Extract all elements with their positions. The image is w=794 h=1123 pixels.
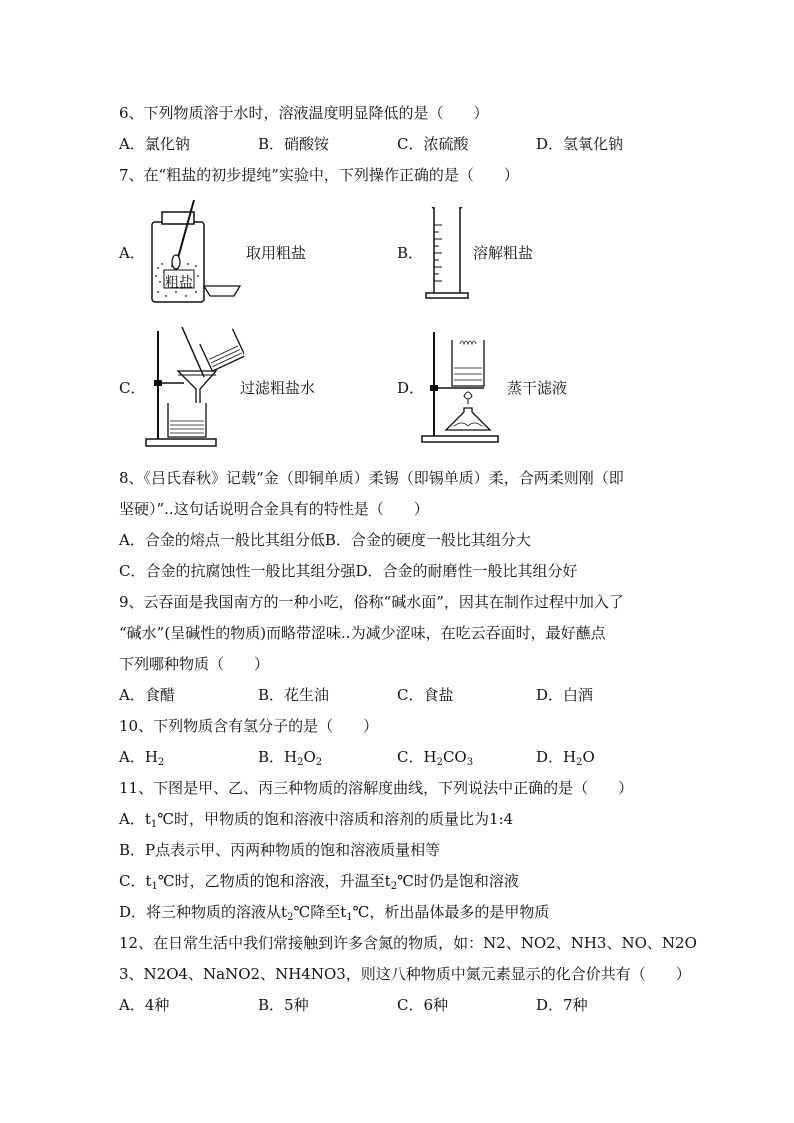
q6-stem: 6、下列物质溶于水时，溶液温度明显降低的是（ ） <box>119 104 489 122</box>
q8-options-cd: C．合金的抗腐蚀性一般比其组分强D．合金的耐磨性一般比其组分好 <box>119 562 578 580</box>
q6-option-b: B．硝酸铵 <box>258 135 330 153</box>
q6-option-a: A．氯化钠 <box>119 135 190 153</box>
q6-option-d: D．氢氧化钠 <box>536 135 624 153</box>
q11-option-d: D．将三种物质的溶液从$t_2℃$降至$t_1℃$，析出晶体最多的是甲物质 <box>119 903 550 923</box>
q9-stem-line-2: “碱水”(呈碱性的物质)而略带涩味..为减少涩味，在吃云吞面时，最好蘸点 <box>119 624 606 642</box>
q7-option-b-caption: 溶解粗盐 <box>473 244 534 262</box>
q10-option-a: A．$H_2$ <box>119 748 165 768</box>
filtration-apparatus-illustration <box>144 325 244 450</box>
q7-option-d-letter: D． <box>397 379 425 397</box>
q9-option-b: B．花生油 <box>258 686 330 704</box>
salt-jar-spoon-illustration <box>148 198 248 308</box>
q11-option-c: C．$t_1℃$时，乙物质的饱和溶液，升温至$t_2℃$时仍是饱和溶液 <box>119 872 519 892</box>
q7-option-a-letter: A． <box>119 244 145 262</box>
q10-option-b: B．$H_2O_2$ <box>258 748 323 768</box>
q7-option-b-letter: B． <box>397 244 424 262</box>
q8-stem-line-2: 坚硬）”..这句话说明合金具有的特性是（ ） <box>119 500 429 518</box>
q12-option-a: A．4种 <box>119 996 170 1014</box>
q12-option-c: C．6种 <box>397 996 449 1014</box>
q10-option-d: D．$H_2O$ <box>536 748 595 768</box>
evaporation-apparatus-illustration <box>420 330 505 445</box>
q9-stem-line-1: 9、云吞面是我国南方的一种小吃，俗称“碱水面”，因其在制作过程中加入了 <box>119 593 624 611</box>
q12-stem-line-2: 3、N2O4、NaNO2、NH4NO3，则这八种物质中氮元素显示的化合价共有（ ） <box>119 965 691 983</box>
salt-jar-label: 粗盐 <box>165 275 193 291</box>
q8-options-ab: A．合金的熔点一般比其组分低B．合金的硬度一般比其组分大 <box>119 531 531 549</box>
q10-stem: 10、下列物质含有氢分子的是（ ） <box>119 717 379 735</box>
q7-option-c-letter: C． <box>119 379 146 397</box>
q10-option-c: C．$H_2CO_3$ <box>397 748 474 768</box>
graduated-cylinder-illustration <box>422 205 472 300</box>
q7-option-d-caption: 蒸干滤液 <box>507 379 568 397</box>
q9-option-d: D．白酒 <box>536 686 594 704</box>
q9-option-a: A．食醋 <box>119 686 175 704</box>
q12-option-d: D．7种 <box>536 996 588 1014</box>
q11-stem: 11、下图是甲、乙、丙三种物质的溶解度曲线，下列说法中正确的是（ ） <box>119 779 634 797</box>
q12-option-b: B．5种 <box>258 996 309 1014</box>
q12-stem-line-1: 12、在日常生活中我们常接触到许多含氮的物质，如：N2、NO2、NH3、NO、N2O <box>119 934 697 952</box>
q11-option-b: B．P点表示甲、丙两种物质的饱和溶液质量相等 <box>119 841 441 859</box>
q9-stem-line-3: 下列哪种物质（ ） <box>119 655 270 673</box>
q6-option-c: C．浓硫酸 <box>397 135 469 153</box>
q11-option-a: A．$t_1℃$时，甲物质的饱和溶液中溶质和溶剂的质量比为1:4 <box>119 810 514 830</box>
q7-option-c-caption: 过滤粗盐水 <box>240 379 316 397</box>
q7-option-a-caption: 取用粗盐 <box>246 244 307 262</box>
q9-option-c: C．食盐 <box>397 686 454 704</box>
q8-stem-line-1: 8、《吕氏春秋》记载“金（即铜单质）柔锡（即锡单质）柔，合两柔则刚（即 <box>119 469 624 487</box>
q7-stem: 7、在“粗盐的初步提纯”实验中，下列操作正确的是（ ） <box>119 166 519 184</box>
